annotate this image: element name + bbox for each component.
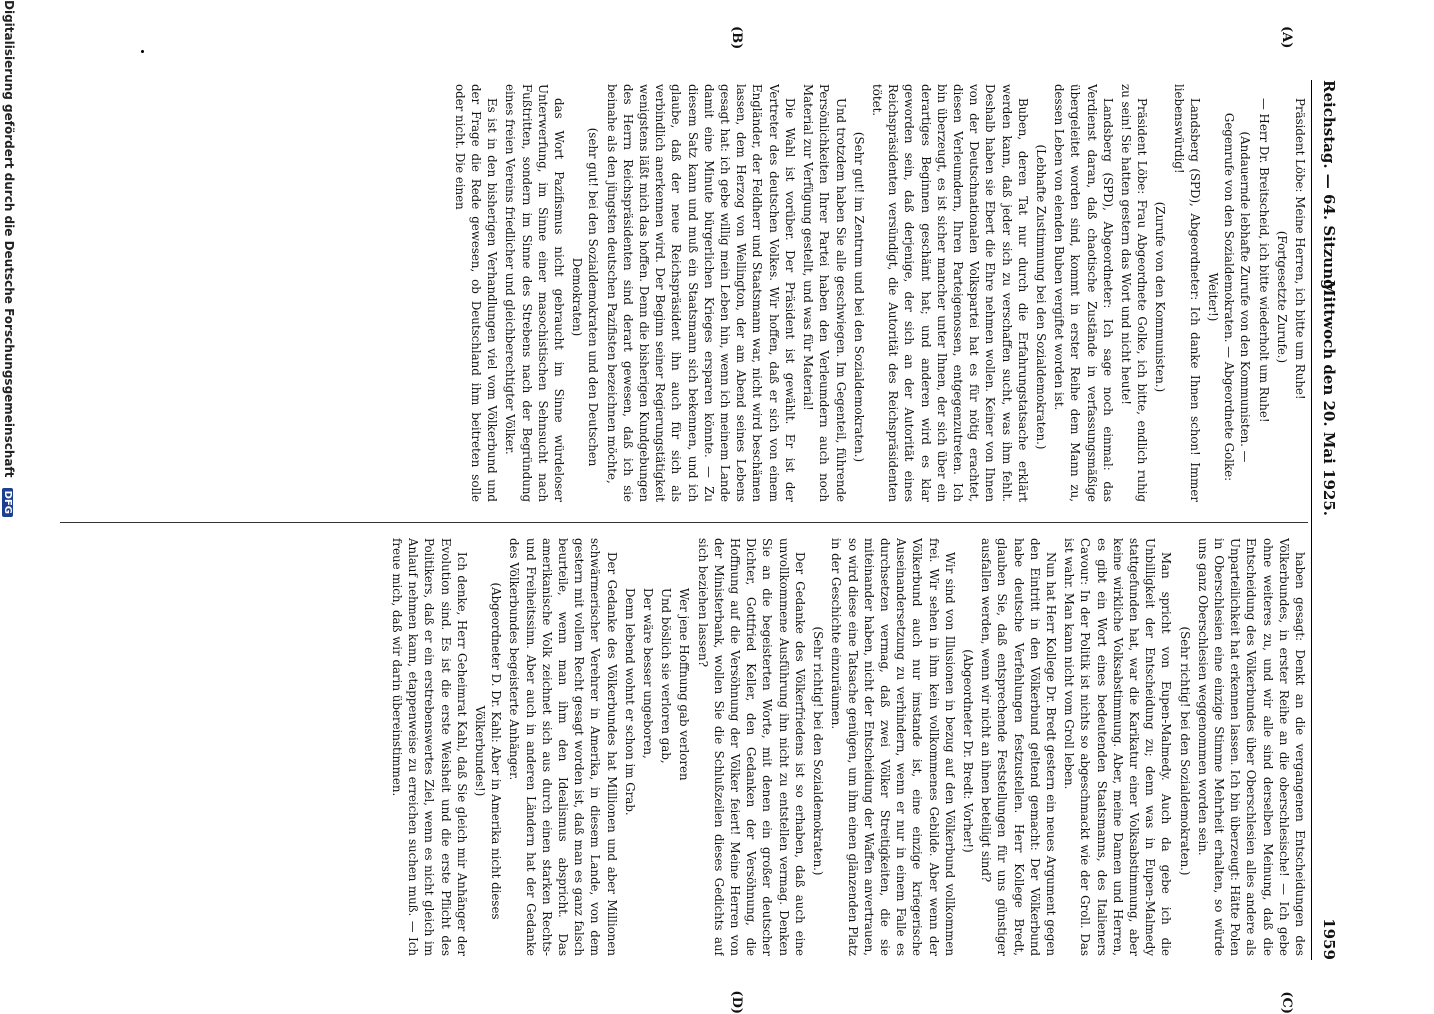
paragraph: haben gesagt: Denkt an die vergangenen Entscheidungen des Völkerbundes, in erster Reihe an die oberschlesische! — Ich gebe ohne weiteres zu, und wir alle sind derselben Meinung, daß die Entscheidung des Völkerbundes über Oberschlesien alles andere als Unparteilichkeit hat erkennen lassen. Ich bin überzeugt: Hätte Polen in Oberschlesien eine einzige Stimme Mehrheit erhalten, so würde uns ganz Oberschlesien weggenommen worden sein.	[1195, 538, 1307, 956]
paragraph: Nun hat Herr Kollege Dr. Bredt gestern ein neues Argument gegen den Eintritt in den Völkerbund geltend gemacht: Der Völkerbund habe deutsche Verfehlungen festzustellen. Herr Kollege Bredt, glauben Sie, daß entsprechende Feststellungen für uns günstiger ausfallen werden, wenn wir nicht an ihnen beteiligt sind?	[979, 538, 1058, 956]
interjection: (Zurufe von den Kommunisten.)	[1153, 201, 1168, 393]
interjection: (Andauernde lebhafte Zurufe von den Kommunisten. — Gegenrufe von den Sozialdemokraten. — Abgeordnete Golke: Weiter!)	[1205, 112, 1253, 482]
verse-line: Wer jene Hoffnung gab verloren	[677, 588, 692, 781]
margin-mark-c: (C)	[1279, 991, 1294, 1014]
paragraph: Landsberg (SPD), Abgeordneter: Ich danke Ihnen schon! Immer liebenswürdig!	[1171, 84, 1202, 502]
column-separator	[60, 522, 1308, 523]
dfg-logo: DFG	[2, 488, 13, 517]
paragraph: Man spricht von Eupen-Malmedy. Auch da gebe ich die Unbilligkeit der Entscheidung zu; denn was in Eupen-Malmedy stattgefunden hat, war die Karikatur einer Volksabstimmung, aber keine wirkliche Volksabstimmung. Aber, meine Damen und Herren, es gibt ein Wort eines bedeutenden Staatsmanns, des Italieners Cavour: In der Politik ist nichts so abgeschmackt wie der Groll. Das ist wahr. Man kann nicht vom Groll leben.	[1062, 538, 1174, 956]
interjection: (sehr gut! bei den Sozialdemokraten und den Deutschen Demokraten)	[570, 127, 601, 467]
verse-line: Der wäre besser ungeboren,	[641, 588, 656, 759]
header-rule	[1311, 80, 1312, 960]
paragraph: Landsberg (SPD), Abgeordneter: Ich sage noch einmal: das Verdienst daran, daß chaotische Zustände in verfassungsmäßige übergeleitet worden sind, kommt in erster Reihe dem Mann zu, dessen Leben von elenden Buben vergiftet worden ist.	[1052, 84, 1115, 502]
paragraph: Und trotzdem haben Sie alle geschwiegen. Im Gegenteil, führende Persönlichkeiten Ihrer Partei haben den Verleumdern auch noch Material zur Verfügung gestellt, und was für Material!	[801, 84, 848, 502]
paragraph: das Wort Pazifismus nicht gebraucht im Sinne würdeloser Unterwerfung, im Sinne einer masochistischen Sehnsucht nach Fußtritten, sondern im Sinne des Strebens nach der Begründung eines freien Vereins friedlicher und gleichberechtigter Völker.	[503, 84, 567, 502]
header-session: Reichstag. — 64. Sitzung.	[1320, 80, 1338, 295]
interjection: (Sehr richtig! bei den Sozialdemokraten.)	[811, 626, 826, 876]
paragraph: Präsident Löbe: Meine Herren, ich bitte um Ruhe!	[1293, 98, 1307, 400]
interjection: (Sehr richtig! bei den Sozialdemokraten.)	[1177, 626, 1192, 876]
digitization-footer	[2, 0, 16, 1000]
interjection: (Fortgesetzte Zurufe.)	[1274, 230, 1289, 364]
footer-text: Digitalisierung gefördert durch die Deutsche Forschungsgemeinschaft	[2, 0, 16, 478]
margin-mark-a: (A)	[1279, 26, 1294, 49]
interjection: (Lebhafte Zustimmung bei den Sozialdemokraten.)	[1033, 144, 1048, 450]
left-text-column	[60, 84, 1308, 502]
paragraph: Wir sind von Illusionen in bezug auf den Völkerbund vollkommen frei. Wir sehen in ihm kein vollkommenes Gebilde. Aber wenn der Völkerbund auch nur imstande ist, eine einzige kriegerische Auseinandersetzung zu verhindern, wenn er nur in einem Falle es durchsetzen vermag, daß zwei Völker Streitigkeiten, die sie miteinander haben, nicht der Entscheidung der Waffen anvertrauen, so wird diese eine Tatsache genügen, um ihm einen glänzenden Platz in der Geschichte einzuräumen.	[829, 538, 957, 956]
verse-line: Und böslich sie verloren gab,	[659, 588, 674, 764]
paragraph: — Herr Dr. Breitscheid, ich bitte wiederholt um Ruhe!	[1256, 98, 1271, 423]
margin-mark-b: (B)	[729, 26, 744, 50]
interjection: (Abgeordneter Dr. Bredt: Vorher!)	[960, 649, 975, 853]
verse-line: Denn lebend wohnt er schon im Grab.	[622, 588, 637, 816]
paragraph: Buben, deren Tat nur durch die Erfahrungstatsache erklärt werden kann, daß jeder sich zu verschaffen sucht, was ihm fehlt. Deshalb haben sie Ebert die Ehre nehmen wollen. Keiner von Ihnen von der Deutschnationalen Volkspartei hat es für nötig erachtet, diesen Verleumdern, Ihren Parteigenossen, entgegenzutreten. Ich bin überzeugt, es ist sicher mancher unter Ihnen, der sich über ein derartiges Beginnen geschämt hat; und anderen wird es klar geworden sein, daß derjenige, der sich an der Autorität eines Reichspräsidenten versündigt, die Autorität des Reichspräsidenten tötet.	[869, 84, 1030, 502]
page-header	[1310, 80, 1338, 960]
paragraph: Der Gedanke des Völkerbundes hat Millionen und aber Millionen schwärmerischer Verehrer in Amerika, in diesem Lande, von dem gestern mit vollem Recht gesagt worden ist, daß man es ganz falsch beurteile, wenn man ihm den Idealismus abspricht. Das amerikanische Volk zeichnet sich aus durch einen starken Rechts- und Freiheitssinn. Aber auch in anderen Ländern hat der Gedanke des Völkerbundes begeisterte Anhänger.	[507, 538, 619, 956]
paragraph: Der Gedanke des Völkerfriedens ist so erhaben, daß auch eine unvollkommene Ausführung ihn nicht zu entstellen vermag. Denken Sie an die begeisterten Worte, mit denen ein großer deutscher Dichter, Gottfried Keller, den Gedanken der Versöhnung, die Hoffnung auf die Versöhnung der Völker feiert! Meine Herren von der Ministerbank, wollen Sie die Schlußzeilen dieses Gedichts auf sich beziehen lassen?	[695, 538, 807, 956]
interjection: (Sehr gut! im Zentrum und bei den Sozialdemokraten.)	[851, 131, 866, 463]
margin-mark-d: (D)	[729, 990, 744, 1014]
interjection: (Abgeordneter D. Dr. Kahl: Aber in Amerika nicht dieses Völkerbundes!)	[473, 582, 504, 920]
paragraph: Die Wahl ist vorüber. Der Präsident ist gewählt. Er ist der Vertreter des deutschen Volkes. Wir hoffen, daß er sich von einem Engländer, der Feldherr und Staatsmann war, nicht wird beschämen lassen, dem Herzog von Wellington, der am Abend seines Lebens gesagt hat: ich gebe willig mein Leben hin, wenn ich meinem Lande damit eine Minute bürgerlichen Krieges ersparen könnte. — Zu diesem Satz kann und muß ein Staatsmann sich bekennen, und ich glaube, daß der neue Reichspräsident ihn auch für sich als verbindlich anerkennen wird. Der Beginn seiner Regierungstätigkeit wenigstens läßt mich das hoffen. Denn die bisherigen Kundgebungen des Herrn Reichspräsidenten sind derart gewesen, daß ich sie beinahe als den jüngsten deutschen Pazifisten bezeichnen möchte,	[604, 84, 797, 502]
margin-dot	[141, 50, 144, 53]
paragraph: Ich denke, Herr Geheimrat Kahl, daß Sie gleich mir Anhänger der Evolution sind. Es ist die erste Weisheit und die erste Pflicht des Politikers, daß er ein erstrebenswertes Ziel, wenn es nicht gleich im Anlauf nehmen kann, etappenweise zu erreichen suchen muß. — Ich freue mich, daß wir darin übereinstimmen.	[390, 538, 469, 956]
right-text-column	[60, 538, 1308, 956]
paragraph: Präsident Löbe: Frau Abgeordnete Golke, ich bitte, endlich ruhig zu sein! Sie hatten gestern das Wort und nicht heute!	[1118, 84, 1150, 502]
page-number: 1959	[1320, 918, 1338, 960]
paragraph: Es ist in den bisherigen Verhandlungen viel vom Völkerbund und der Frage die Rede gewesen, ob Deutschland ihm beitreten solle oder nicht. Die einen	[452, 84, 500, 502]
header-date: Mittwoch den 20. Mai 1925.	[1320, 280, 1338, 517]
